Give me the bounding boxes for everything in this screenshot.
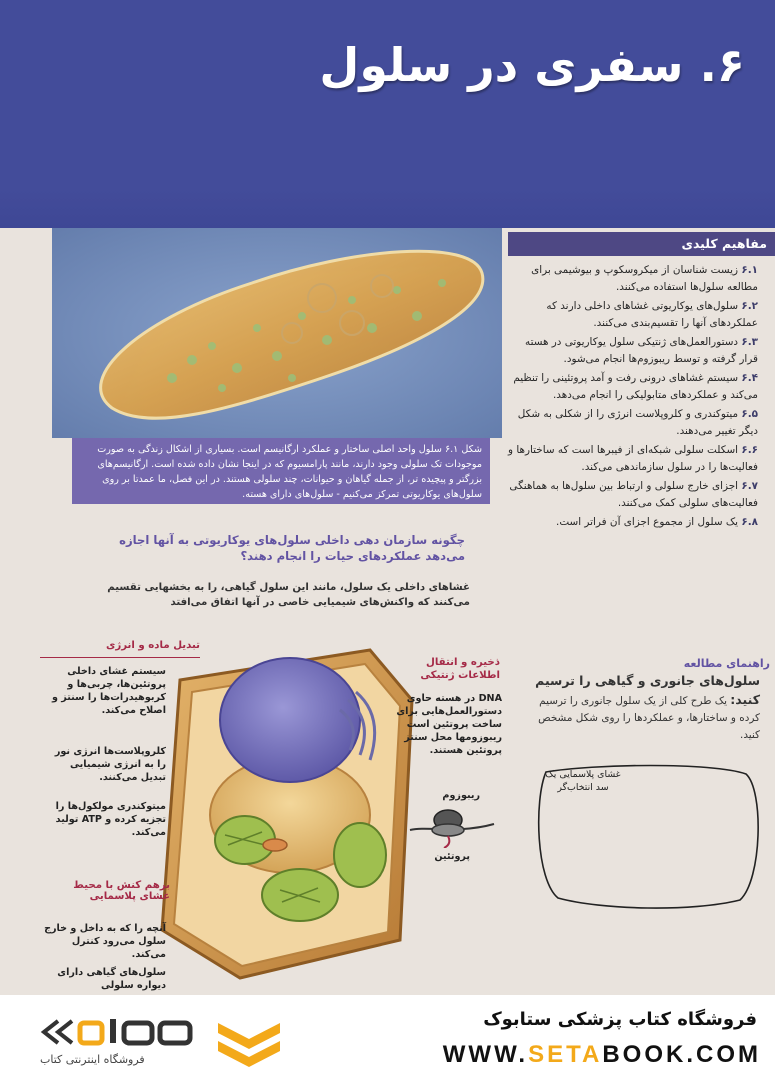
study-guide-title: راهنمای مطالعه: [683, 657, 770, 670]
paramecium-illustration: [52, 228, 502, 438]
concept-number: ۶.۵: [741, 408, 758, 420]
concept-number: ۶.۳: [741, 336, 758, 348]
key-concept-item: [508, 334, 758, 368]
key-concept-item: [508, 442, 758, 476]
label-cell-wall: سلول‌های گیاهی دارای دیواره سلولی: [57, 967, 166, 991]
label-chloroplast: کلروپلاست‌ها انرژی نور را به انرژی شیمیایی تبدیل می‌کنند.: [54, 746, 166, 783]
chapter-header: [0, 0, 775, 228]
store-url[interactable]: [443, 1041, 761, 1069]
key-concepts-list: [508, 262, 758, 533]
store-footer: [0, 995, 775, 1080]
label-genetic-title: ذخیره و انتقال اطلاعات ژنتیکی: [420, 657, 500, 681]
plant-cell-illustration: [150, 640, 420, 985]
concept-text: سلول‌های یوکاریوتی غشاهای داخلی دارند که عملکردهای آنها را تقسیم‌بندی می‌کنند.: [546, 300, 758, 329]
logo-subtitle: فروشگاه اینترنتی کتاب: [40, 1053, 145, 1066]
label-protein: پروتئین: [434, 851, 470, 862]
chapter-title: ۶. سفری در سلول: [319, 38, 745, 92]
study-guide-body: [520, 672, 760, 744]
ribosome-icon: [408, 800, 496, 848]
guiding-answer: غشاهای داخلی یک سلول، مانند این سلول گیاهی، را به بخشهایی تقسیم می‌کنند که واکنش‌های شیمیایی خاصی در آنها اتفاق می‌افتد: [107, 582, 470, 608]
label-genetic: DNA در هسته حاوی دستورالعمل‌هایی برای ساخت پروتئین است ریبوزومها محل سنتز پروتئین هستند.: [396, 693, 502, 756]
setabook-chevron-logo: [214, 1015, 284, 1073]
concept-number: ۶.۱: [741, 264, 758, 276]
study-guide-text: یک طرح کلی از یک سلول جانوری را ترسیم کرده و ساختارها، و عملکردها را روی شکل مشخص کنید.: [538, 695, 760, 741]
store-name: فروشگاه کتاب پزشکی ستابوک: [483, 1009, 757, 1030]
concept-text: اجزای خارج سلولی و ارتباط بین سلول‌ها به هماهنگی فعالیت‌های سلولی کمک می‌کنند.: [509, 480, 758, 509]
paramecium-photo: [52, 228, 502, 438]
concept-text: سیستم غشاهای درونی رفت و آمد پروتئینی را تنظیم می‌کند و عملکردهای متابولیکی را انجام می‌دهد.: [513, 372, 758, 401]
concept-number: ۶.۷: [741, 480, 758, 492]
key-concept-item: [508, 262, 758, 296]
concept-text: دستورالعمل‌های ژنتیکی سلول یوکاریوتی در هسته قرار گرفته و توسط ریبوزوم‌ها انجام می‌شود.: [525, 336, 758, 365]
guiding-question: چگونه سازمان دهی داخلی سلول‌های یوکاریوتی به آنها اجازه می‌دهد عملکردهای حیات را انجام دهند؟: [119, 533, 465, 563]
plasma-membrane-label: غشای پلاسمایی یک سد انتخاب‌گر: [545, 769, 621, 793]
key-concept-item: [508, 298, 758, 332]
study-guide-heading: سلول‌های جانوری و گیاهی را ترسیم کنید:: [535, 673, 760, 707]
figure-caption: شکل ۶.۱ سلول واحد اصلی ساختار و عملکرد ارگانیسم است. بسیاری از اشکال زندگی به صورت موجودات تک سلولی وجود دارند، مانند پارامسیوم که در اینجا نشان داده شده است. ارگانیسم‌های بزرگتر و پیچیده تر، از جمله گیاهان و حیوانات، چند سلولی هستند. در این فصل، ما عمدتا بر روی سلول‌های یوکاریوتی تمرکز می‌کنیم - سلول‌های دارای هسته.: [72, 438, 490, 504]
concept-number: ۶.۶: [741, 444, 758, 456]
url-highlight: SETA: [528, 1041, 603, 1068]
label-ribosome: ریبوزوم: [442, 790, 480, 801]
concept-number: ۶.۲: [741, 300, 758, 312]
key-concepts-title: مفاهیم کلیدی: [508, 232, 775, 256]
key-concept-item: [508, 370, 758, 404]
concept-text: یک سلول از مجموع اجزای آن فراتر است.: [556, 516, 739, 528]
label-energy-title: تبدیل ماده و انرژی: [106, 640, 200, 651]
concept-text: اسکلت سلولی شبکه‌ای از فیبرها است که ساختارها و فعالیت‌ها را در سلول سازماندهی می‌کند.: [508, 444, 758, 473]
concept-text: میتوکندری و کلروپلاست انرژی را از شکلی به شکل دیگر تغییر می‌دهند.: [517, 408, 758, 437]
key-concept-item: [508, 478, 758, 512]
concept-number: ۶.۴: [741, 372, 758, 384]
label-membrane: آنچه را که به داخل و خارج سلول می‌رود کنترل می‌کند.: [44, 923, 166, 960]
key-concept-item: [508, 514, 758, 531]
label-membrane-title: برهم کنش با محیط غشای پلاسمایی: [73, 880, 170, 902]
url-prefix: WWW.: [442, 1041, 529, 1068]
concept-text: زیست شناسان از میکروسکوپ و بیوشیمی برای مطالعه سلول‌ها استفاده می‌کنند.: [531, 264, 758, 293]
label-endomembrane: سیستم غشای داخلی پروتئین‌ها، چربی‌ها و کربوهیدرات‌ها را سنتز و اصلاح می‌کند.: [51, 666, 166, 716]
label-mitochondria: میتوکندری مولکول‌ها را تجزیه کرده و ATP تولید می‌کند.: [55, 801, 166, 838]
url-suffix: BOOK.COM: [602, 1041, 761, 1068]
concept-number: ۶.۸: [741, 516, 758, 528]
title-underline: [40, 657, 200, 658]
key-concept-item: [508, 406, 758, 440]
setabook-wordmark-logo: [40, 1013, 200, 1051]
